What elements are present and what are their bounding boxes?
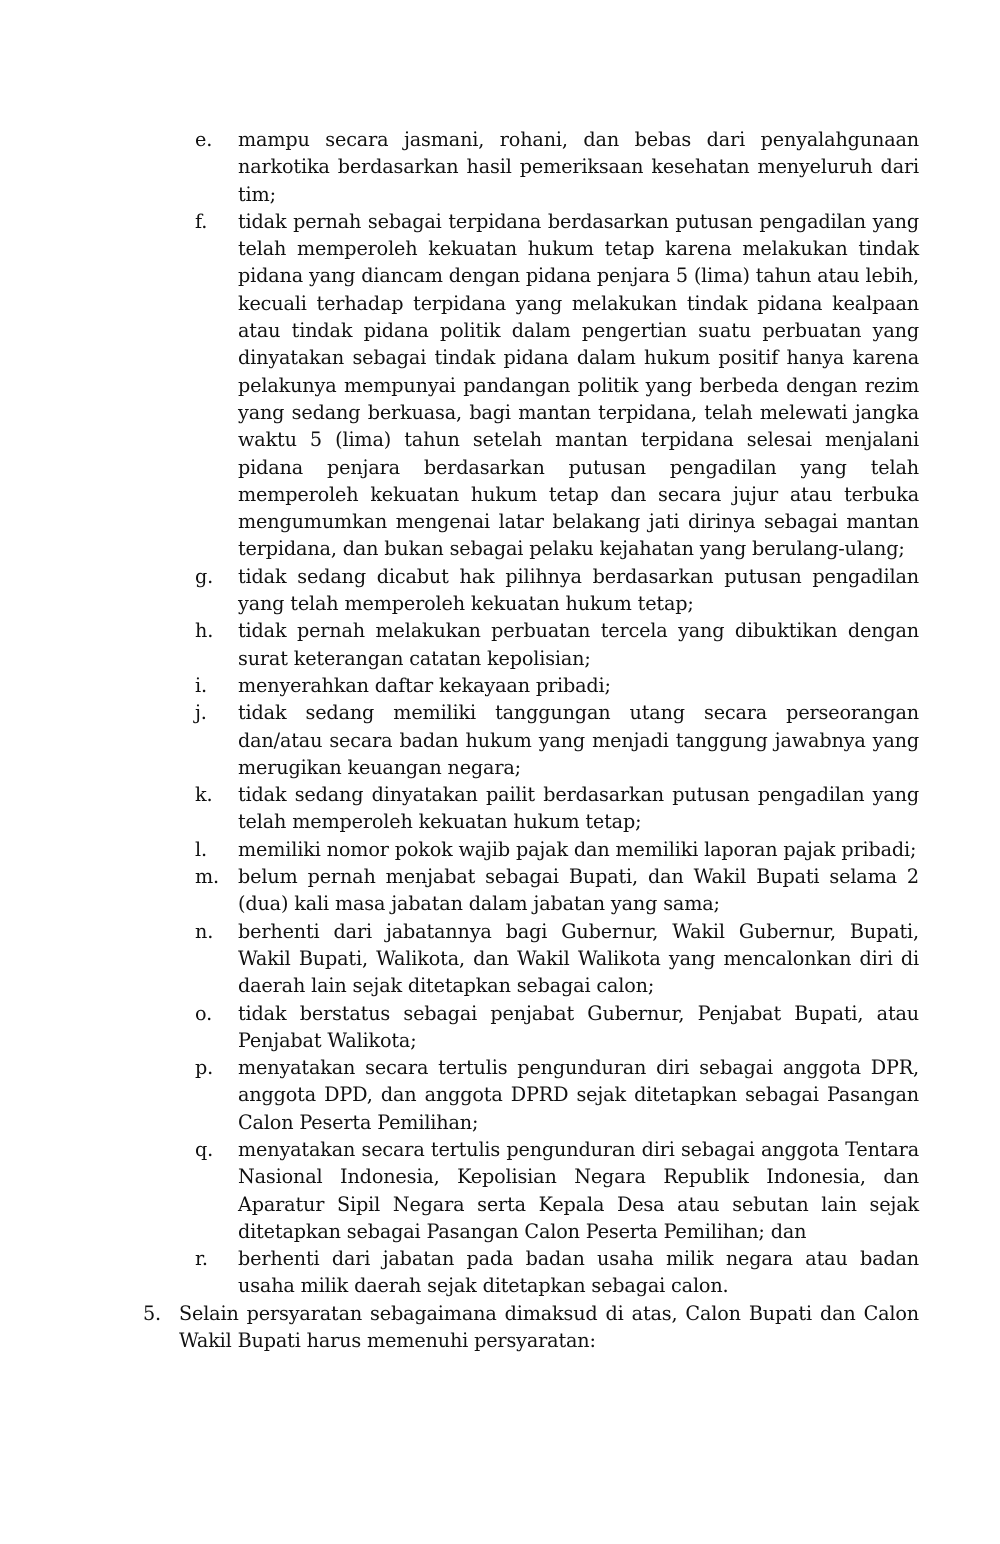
list-marker: r. (195, 1247, 208, 1271)
list-marker: h. (195, 619, 214, 643)
list-marker: e. (195, 128, 213, 151)
list-item-text: menyatakan secara tertulis pengunduran diri sebagai anggota Tentara Nasional Indonesia, Kepolisian Negara Republik Indonesia, dan Aparatur Sipil Negara serta Kepala Desa atau sebutan lain sejak ditetapkan sebagai Pasangan Calon Peserta Pemilihan; dan (238, 1137, 919, 1243)
list-item-r (143, 1245, 919, 1300)
list-item-m (143, 863, 919, 918)
list-item-i (143, 672, 919, 699)
list-item-text: mampu secara jasmani, rohani, dan bebas dari penyalahgunaan narkotika berdasarkan hasil pemeriksaan kesehatan menyeluruh dari tim; (238, 128, 919, 206)
list-item-text: tidak berstatus sebagai penjabat Gubernur, Penjabat Bupati, atau Penjabat Walikota; (238, 1001, 919, 1052)
list-item-text: berhenti dari jabatannya bagi Gubernur, Wakil Gubernur, Bupati, Wakil Bupati, Walikota, dan Wakil Walikota yang mencalonkan diri di daerah lain sejak ditetapkan sebagai calon; (238, 919, 919, 998)
list-item-text: tidak pernah melakukan perbuatan tercela yang dibuktikan dengan surat keterangan catatan kepolisian; (238, 619, 919, 670)
list-marker: p. (195, 1056, 214, 1080)
list-item-text: Selain persyaratan sebagaimana dimaksud di atas, Calon Bupati dan Calon Wakil Bupati harus memenuhi persyaratan: (179, 1301, 919, 1353)
list-item-text: tidak sedang dicabut hak pilihnya berdasarkan putusan pengadilan yang telah memperoleh kekuatan hukum tetap; (238, 564, 919, 616)
list-item-n (143, 918, 919, 1000)
list-marker: i. (195, 673, 207, 697)
list-item-e (143, 126, 919, 208)
list-item-f (143, 208, 919, 563)
list-item-p (143, 1054, 919, 1136)
list-item-text: memiliki nomor pokok wajib pajak dan memiliki laporan pajak pribadi; (238, 837, 917, 861)
list-item-text: tidak sedang memiliki tanggungan utang secara perseorangan dan/atau secara badan hukum yang menjadi tanggung jawabnya yang merugikan keuangan negara; (238, 701, 919, 779)
list-item-l (143, 836, 919, 863)
numbered-item-5 (143, 1300, 919, 1355)
list-item-j (143, 699, 919, 781)
list-item-text: tidak pernah sebagai terpidana berdasarkan putusan pengadilan yang telah memperoleh kekuatan hukum tetap karena melakukan tindak pidana yang diancam dengan pidana penjara 5 (lima) tahun atau lebih, kecuali terhadap terpidana yang melakukan tindak pidana kealpaan atau tindak pidana politik dalam pengertian suatu perbuatan yang dinyatakan sebagai tindak pidana dalam hukum positif hanya karena pelakunya mempunyai pandangan politik yang berbeda dengan rezim yang sedang berkuasa, bagi mantan terpidana, telah melewati jangka waktu 5 (lima) tahun setelah mantan terpidana selesai menjalani pidana penjara berdasarkan putusan pengadilan yang telah memperoleh kekuatan hukum tetap dan secara jujur atau terbuka mengumumkan mengenai latar belakang jati dirinya sebagai mantan terpidana, dan bukan sebagai pelaku kejahatan yang berulang-ulang; (238, 209, 919, 561)
list-marker: q. (195, 1137, 214, 1161)
list-item-o (143, 1000, 919, 1055)
list-item-text: belum pernah menjabat sebagai Bupati, dan Wakil Bupati selama 2 (dua) kali masa jabatan dalam jabatan yang sama; (238, 865, 919, 916)
list-marker: m. (195, 865, 219, 889)
list-marker: g. (195, 564, 214, 588)
list-item-text: menyerahkan daftar kekayaan pribadi; (238, 673, 611, 697)
list-item-k (143, 781, 919, 836)
list-item-text: menyatakan secara tertulis pengunduran diri sebagai anggota DPR, anggota DPD, dan anggota DPRD sejak ditetapkan sebagai Pasangan Calon Peserta Pemilihan; (238, 1056, 919, 1134)
list-marker: k. (195, 783, 213, 807)
list-item-q (143, 1136, 919, 1245)
list-marker: n. (195, 919, 214, 943)
list-item-h (143, 617, 919, 672)
list-marker: f. (195, 209, 208, 233)
list-item-g (143, 563, 919, 618)
list-item-text: berhenti dari jabatan pada badan usaha milik negara atau badan usaha milik daerah sejak ditetapkan sebagai calon. (238, 1247, 919, 1298)
list-marker: l. (195, 837, 207, 861)
list-item-text: tidak sedang dinyatakan pailit berdasarkan putusan pengadilan yang telah memperoleh kekuatan hukum tetap; (238, 783, 919, 834)
requirements-list (143, 126, 919, 1354)
list-marker: o. (195, 1001, 213, 1025)
list-marker: j. (195, 701, 207, 725)
list-marker: 5. (143, 1301, 162, 1325)
